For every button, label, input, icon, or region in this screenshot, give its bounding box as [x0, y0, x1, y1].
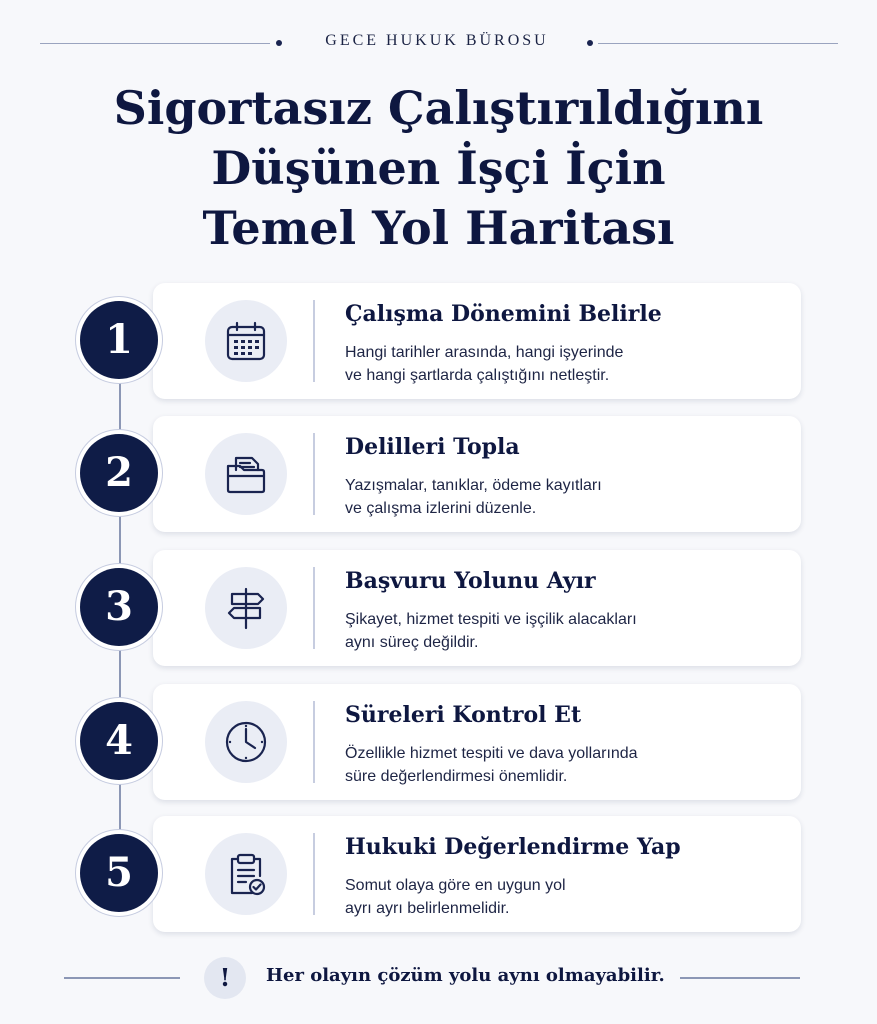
step-description	[345, 874, 765, 920]
step-description-line-1: Yazışmalar, tanıklar, ödeme kayıtları	[345, 477, 602, 494]
step-title: Hukuki Değerlendirme Yap	[345, 834, 681, 860]
page-title-line-2: Düşünen İşçi İçin	[211, 141, 666, 195]
footer-divider-left	[64, 977, 180, 979]
footer-divider-right	[680, 977, 800, 979]
step-description-line-1: Hangi tarihler arasında, hangi işyerinde	[345, 344, 624, 361]
header-divider-right	[598, 43, 838, 44]
step-description-line-1: Somut olaya göre en uygun yol	[345, 877, 566, 894]
step-1	[0, 283, 877, 401]
step-description	[345, 474, 765, 520]
step-card	[153, 816, 801, 932]
step-2	[0, 416, 877, 534]
exclamation-icon: !	[204, 957, 246, 999]
step-description-line-2: süre değerlendirmesi önemlidir.	[345, 768, 568, 785]
step-card	[153, 416, 801, 532]
header-dot-left	[276, 40, 282, 46]
step-5	[0, 816, 877, 934]
card-divider	[313, 433, 315, 515]
clock-icon	[205, 701, 287, 783]
signpost-icon	[205, 567, 287, 649]
step-description-line-1: Özellikle hizmet tespiti ve dava yollarında	[345, 745, 638, 762]
header-dot-right	[587, 40, 593, 46]
step-number-badge: 3	[80, 568, 158, 646]
page-title-line-1: Sigortasız Çalıştırıldığını	[113, 81, 764, 135]
card-divider	[313, 833, 315, 915]
step-card	[153, 283, 801, 399]
card-divider	[313, 701, 315, 783]
step-title: Süreleri Kontrol Et	[345, 702, 582, 728]
calendar-icon	[205, 300, 287, 382]
step-title: Çalışma Dönemini Belirle	[345, 301, 662, 327]
step-card	[153, 684, 801, 800]
step-3	[0, 550, 877, 668]
card-divider	[313, 300, 315, 382]
step-description-line-2: ve hangi şartlarda çalıştığını netleştir.	[345, 367, 610, 384]
step-description-line-2: ve çalışma izlerini düzenle.	[345, 500, 537, 517]
step-number-badge: 1	[80, 301, 158, 379]
step-description-line-2: ayrı ayrı belirlenmelidir.	[345, 900, 510, 917]
step-number-badge: 5	[80, 834, 158, 912]
footer-text: Her olayın çözüm yolu aynı olmayabilir.	[266, 965, 665, 986]
step-description-line-2: aynı süreç değildir.	[345, 634, 479, 651]
header-divider-left	[40, 43, 270, 44]
header	[40, 30, 838, 58]
step-title: Delilleri Topla	[345, 434, 520, 460]
step-description	[345, 608, 765, 654]
step-title: Başvuru Yolunu Ayır	[345, 568, 596, 594]
firm-name: GECE HUKUK BÜROSU	[325, 32, 549, 49]
step-description-line-1: Şikayet, hizmet tespiti ve işçilik alacakları	[345, 611, 637, 628]
page-title-line-3: Temel Yol Haritası	[202, 201, 675, 255]
clipboard-check-icon	[205, 833, 287, 915]
page-title	[0, 78, 877, 258]
step-4	[0, 684, 877, 802]
folder-icon	[205, 433, 287, 515]
footer-note	[0, 955, 877, 1001]
step-number-badge: 2	[80, 434, 158, 512]
step-number-badge: 4	[80, 702, 158, 780]
card-divider	[313, 567, 315, 649]
step-description	[345, 341, 765, 387]
step-description	[345, 742, 765, 788]
step-card	[153, 550, 801, 666]
